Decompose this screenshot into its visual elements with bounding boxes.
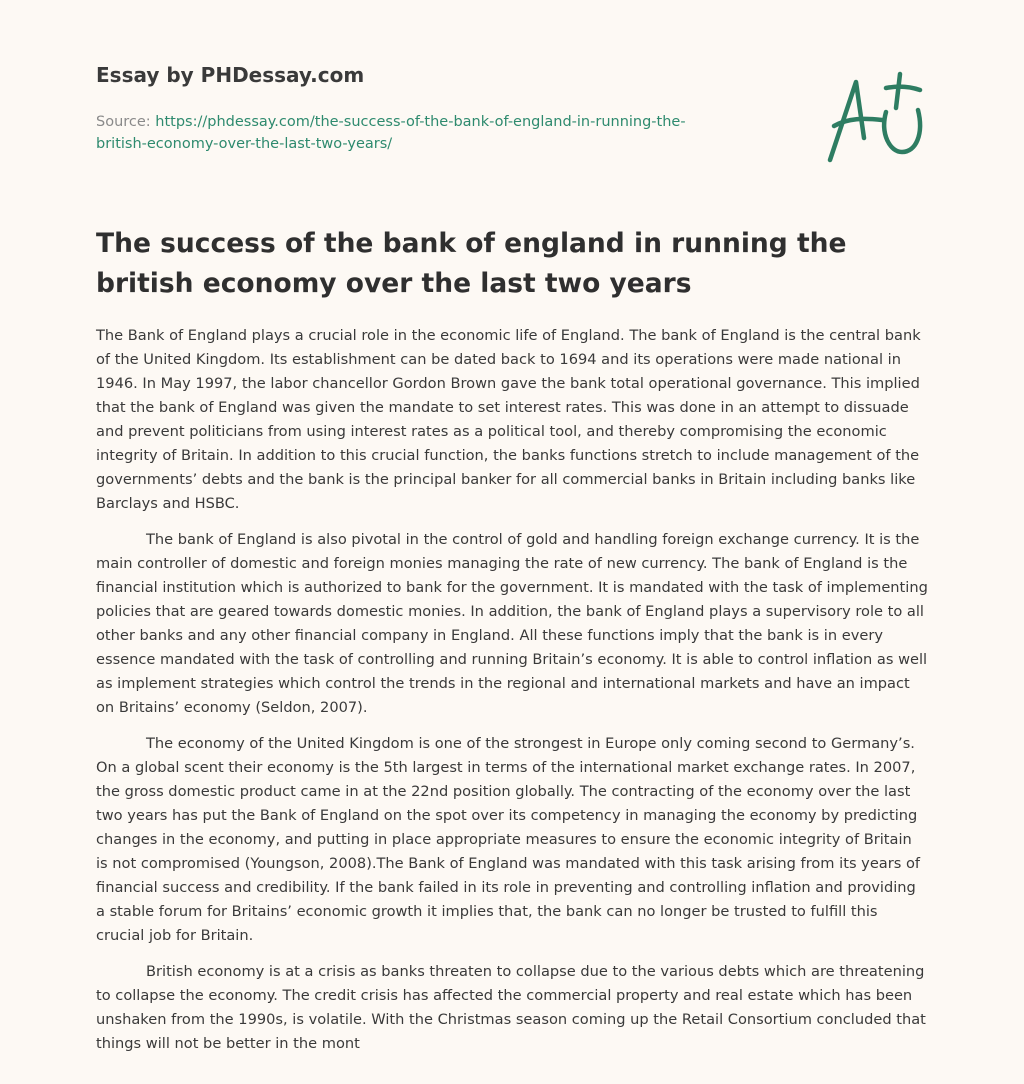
source-line — [96, 111, 736, 155]
site-brand: Essay by PHDessay.com — [96, 63, 365, 87]
paragraph: The economy of the United Kingdom is one of the strongest in Europe only coming second to Germany’s. On a global scent their economy is the 5th largest in terms of the international market exchange rates. In 2007, the gross domestic product came in at the 22nd position globally. The contracting of the economy over the last two years has put the Bank of England on the spot over its competency in managing the economy by predicting changes in the economy, and putting in place appropriate measures to ensure the economic integrity of Britain is not compromised (Youngson, 2008).The Bank of England was mandated with this task arising from its years of financial success and credibility. If the bank failed in its role in preventing and controlling inflation and providing a stable forum for Britains’ economic growth it implies that, the bank can no longer be trusted to fulfill this crucial job for Britain. — [96, 735, 921, 944]
paragraph: The bank of England is also pivotal in the control of gold and handling foreign exchange currency. It is the main controller of domestic and foreign monies managing the rate of new currency. The bank of England is the financial institution which is authorized to bank for the government. It is mandated with the task of implementing policies that are geared towards domestic monies. In addition, the bank of England plays a supervisory role to all other banks and any other financial company in England. All these functions imply that the bank is in every essence mandated with the task of controlling and running Britain’s economy. It is able to control inflation as well as implement strategies which control the trends in the regional and international markets and have an impact on Britains’ economy (Seldon, 2007). — [96, 531, 928, 716]
paragraph: British economy is at a crisis as banks threaten to collapse due to the various debts which are threatening to collapse the economy. The credit crisis has affected the commercial property and real estate which has been unshaken from the 1990s, is volatile. With the Christmas season coming up the Retail Consortium concluded that things will not be better in the mont — [96, 963, 926, 1052]
paragraph: The Bank of England plays a crucial role in the economic life of England. The bank of England is the central bank of the United Kingdom. Its establishment can be dated back to 1694 and its operations were made national in 1946. In May 1997, the labor chancellor Gordon Brown gave the bank total operational governance. This implied that the bank of England was given the mandate to set interest rates. This was done in an attempt to dissuade and prevent politicians from using interest rates as a political tool, and thereby compromising the economic integrity of Britain. In addition to this crucial function, the banks functions stretch to include management of the governments’ debts and the bank is the principal banker for all commercial banks in Britain including banks like Barclays and HSBC. — [96, 327, 921, 512]
source-link-line2: british-economy-over-the-last-two-years/ — [96, 136, 393, 152]
a-plus-logo-icon — [824, 68, 928, 164]
source-link-line1: https://phdessay.com/the-success-of-the-bank-of-england-in-running-the- — [155, 114, 686, 130]
essay-body — [96, 324, 928, 1068]
essay-title: The success of the bank of england in running the british economy over the last two years — [96, 228, 847, 299]
source-label: Source: — [96, 114, 156, 130]
source-link[interactable] — [96, 114, 686, 152]
